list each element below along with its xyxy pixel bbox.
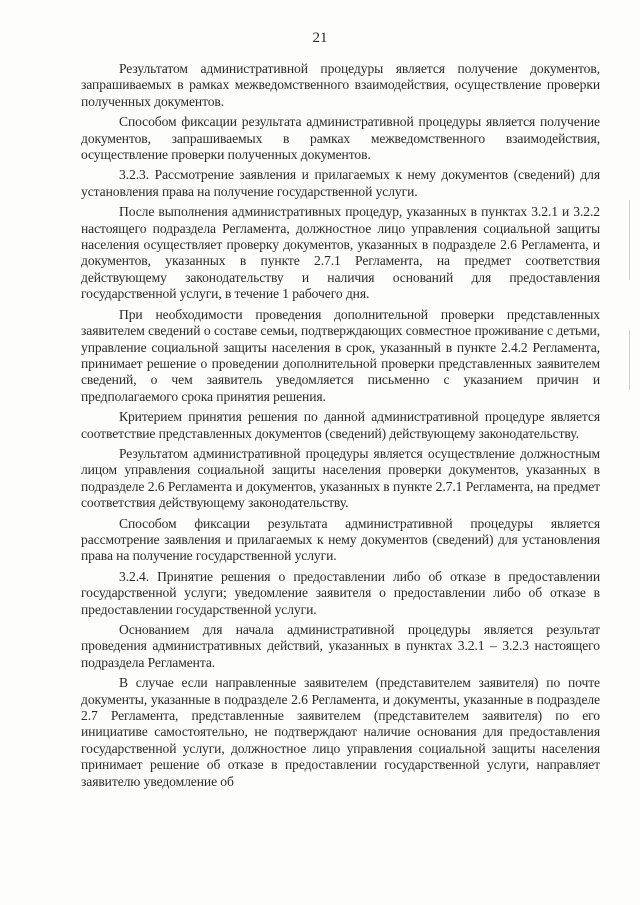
paragraph: В случае если направленные заявителем (представителем заявителя) по почте документы, указанные в подразделе 2.6 Регламента, и документы, указанные в подразделе 2.7 Регламента, представленные заявителем (представителем заявителя) по его инициативе самостоятельно, не подтверждают наличие основания для предоставления государственной услуги, должностное лицо управления социальной защиты населения принимает решение об отказе в предоставлении государственной услуги, направляет заявителю уведомление об [81,675,600,789]
paragraph: Способом фиксации результата административной процедуры является получение документов, запрашиваемых в рамках межведомственного взаимодействия, осуществление проверки полученных документов. [81,114,600,163]
paragraph: Результатом административной процедуры является получение документов, запрашиваемых в рамках межведомственного взаимодействия, осуществление проверки полученных документов. [81,61,600,109]
paragraph: Способом фиксации результата административной процедуры является рассмотрение заявления и прилагаемых к нему документов (сведений) для установления права на получение государственной услуги. [81,515,600,564]
paragraph: При необходимости проведения дополнительной проверки представленных заявителем сведений о составе семьи, подтверждающих совместное проживание с детьми, управление социальной защиты населения в срок, указанный в пункте 2.4.2 Регламента, принимает решение о проведении дополнительной проверки представленных заявителем сведений, о чем заявитель уведомляется письменно с указанием причин и предполагаемого срока принятия решения. [81,306,600,404]
scan-margin-line [629,330,630,390]
paragraph: Результатом административной процедуры является осуществление должностным лицом управления социальной защиты населения проверки документов, указанных в подразделе 2.6 Регламента и документов, указанных в пункте 2.7.1 Регламента, на предмет соответствия действующему законодательству. [81,445,600,511]
page-number: 21 [312,30,328,46]
section-heading-3-2-3: 3.2.3. Рассмотрение заявления и прилагаемых к нему документов (сведений) для установления права на получение государственной услуги. [81,167,600,199]
document-body [81,61,600,790]
scan-margin-line [629,200,630,280]
paragraph: После выполнения административных процедур, указанных в пунктах 3.2.1 и 3.2.2 настоящего подраздела Регламента, должностное лицо управления социальной защиты населения осуществляет проверку документов, указанных в подразделе 2.6 Регламента, и документов, указанных в пункте 2.7.1 Регламента, на предмет соответствия действующему законодательству и наличия оснований для предоставления государственной услуги, в течение 1 рабочего дня. [81,204,600,302]
paragraph: Критерием принятия решения по данной административной процедуре является соответствие представленных документов (сведений) действующему законодательству. [81,409,600,441]
section-heading-3-2-4: 3.2.4. Принятие решения о предоставлении либо об отказе в предоставлении государственной услуги; уведомление заявителя о предоставлении либо об отказе в предоставлении государственной услуги. [81,568,600,617]
paragraph: Основанием для начала административной процедуры является результат проведения административных действий, указанных в пунктах 3.2.1 – 3.2.3 настоящего подраздела Регламента. [81,622,600,670]
